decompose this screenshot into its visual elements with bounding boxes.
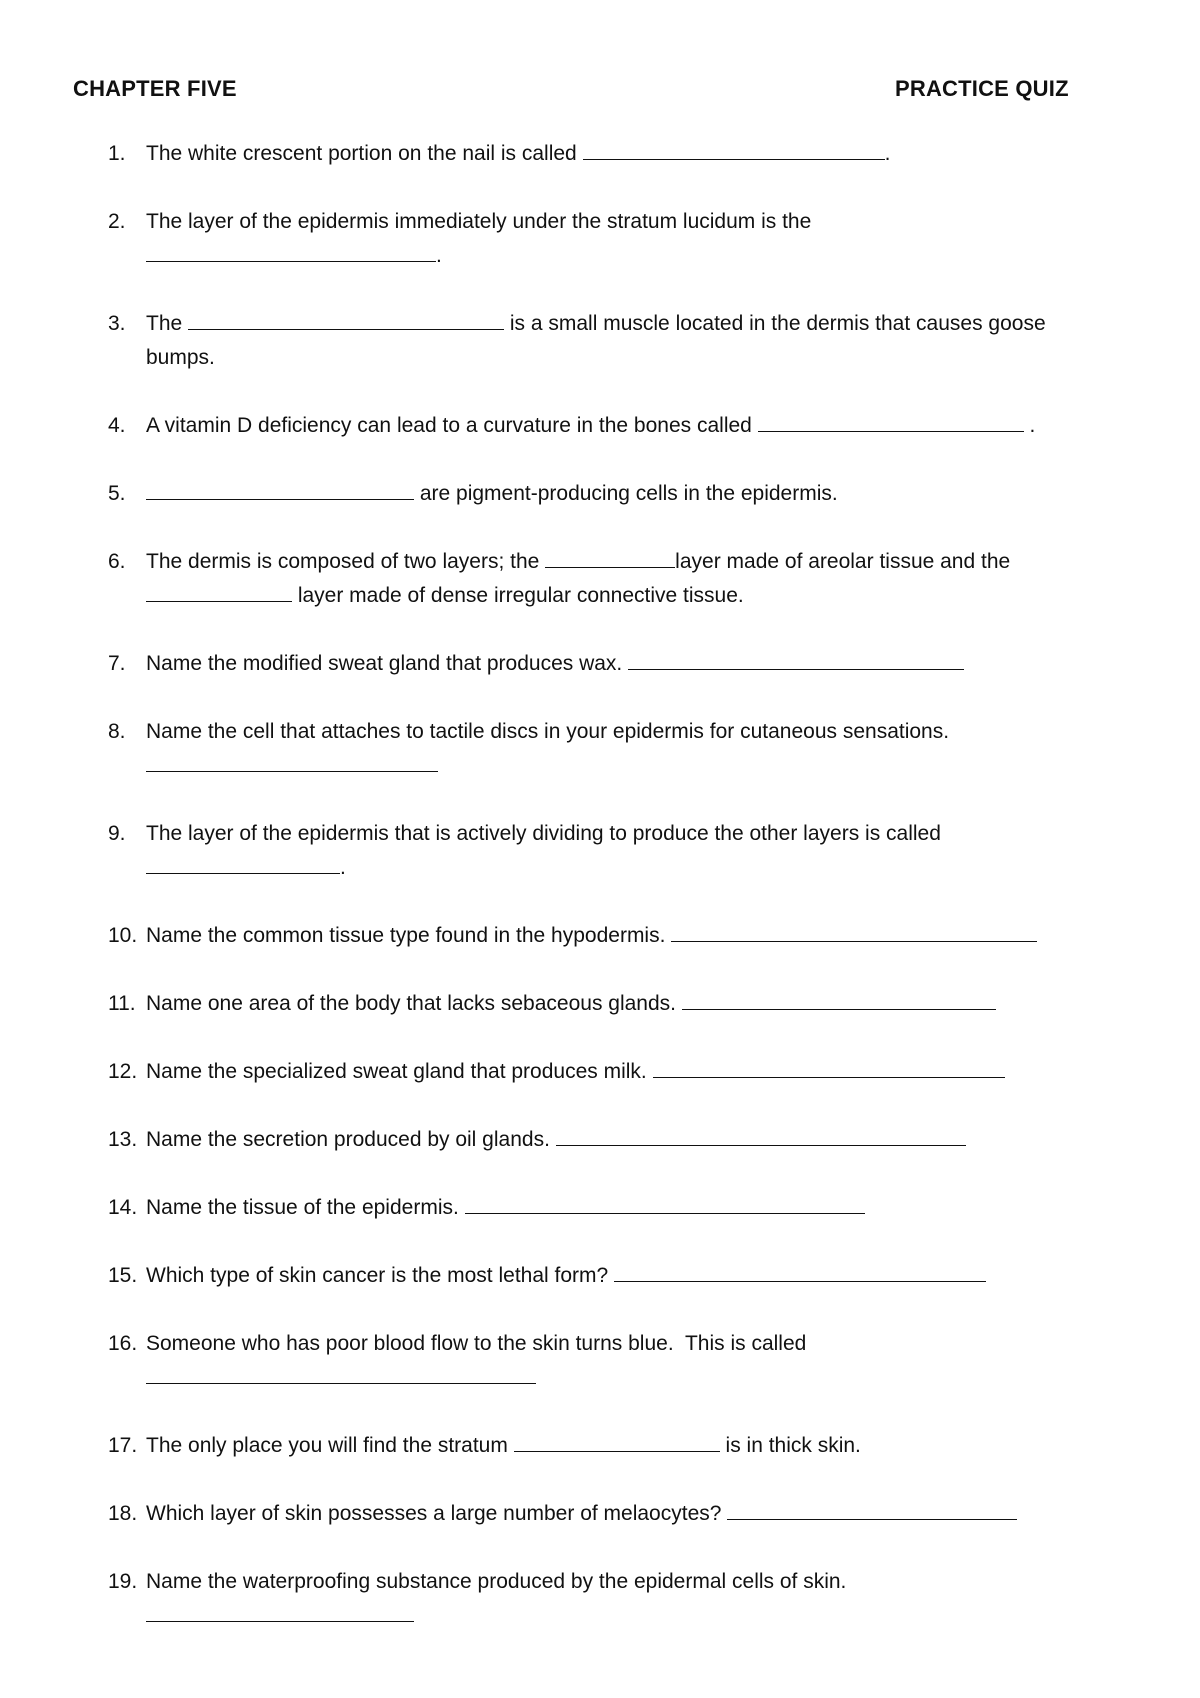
- question-text: Which type of skin cancer is the most lethal form?: [146, 1264, 615, 1287]
- question-number: 13.: [108, 1128, 138, 1151]
- question-text: A vitamin D deficiency can lead to a curvature in the bones called: [146, 414, 758, 437]
- question-number: 15.: [108, 1264, 138, 1287]
- answer-blank[interactable]: [146, 478, 414, 500]
- answer-blank[interactable]: [614, 1260, 986, 1282]
- question-number: 12.: [108, 1060, 138, 1083]
- answer-blank[interactable]: [465, 1192, 865, 1214]
- question-number: 7.: [108, 652, 126, 675]
- question-text: The layer of the epidermis that is actively dividing to produce the other layers is called: [146, 822, 941, 845]
- question-text-end: is in thick skin.: [719, 1434, 861, 1457]
- question-text: Name the specialized sweat gland that produces milk.: [146, 1060, 653, 1083]
- answer-blank[interactable]: [671, 920, 1037, 942]
- question-text: Name the cell that attaches to tactile discs in your epidermis for cutaneous sensations.: [146, 720, 950, 743]
- question-text-end: is a small muscle located in the dermis that causes goose: [504, 312, 1046, 335]
- question-text: Which layer of skin possesses a large number of melaocytes?: [146, 1502, 728, 1525]
- question-text: are pigment-producing cells in the epidermis.: [414, 482, 838, 505]
- question-number: 11.: [108, 992, 136, 1015]
- question-text-mid: layer made of areolar tissue and the: [675, 550, 1011, 573]
- answer-blank[interactable]: [514, 1430, 720, 1452]
- answer-blank[interactable]: [146, 240, 436, 262]
- question-number: 17.: [108, 1434, 138, 1457]
- question-text: Name the secretion produced by oil glands.: [146, 1128, 556, 1151]
- question-text-line2: bumps.: [146, 346, 215, 369]
- question-number: 14.: [108, 1196, 138, 1219]
- question-text: Name the common tissue type found in the hypodermis.: [146, 924, 672, 947]
- answer-blank[interactable]: [188, 308, 504, 330]
- question-number: 10.: [108, 924, 138, 947]
- question-number: 19.: [108, 1570, 138, 1593]
- answer-blank[interactable]: [146, 750, 438, 772]
- answer-blank[interactable]: [146, 1362, 536, 1384]
- answer-blank[interactable]: [758, 410, 1024, 432]
- question-number: 1.: [108, 142, 126, 165]
- question-number: 9.: [108, 822, 126, 845]
- question-number: 16.: [108, 1332, 138, 1355]
- chapter-heading: CHAPTER FIVE: [73, 76, 237, 101]
- question-text: The layer of the epidermis immediately under the stratum lucidum is the: [146, 210, 812, 233]
- quiz-title: PRACTICE QUIZ: [895, 76, 1069, 101]
- question-text: Name the tissue of the epidermis.: [146, 1196, 465, 1219]
- question-text: Name one area of the body that lacks sebaceous glands.: [146, 992, 682, 1015]
- question-number: 18.: [108, 1502, 138, 1525]
- question-text: The dermis is composed of two layers; the: [146, 550, 546, 573]
- answer-blank[interactable]: [146, 1600, 414, 1622]
- question-text: Name the waterproofing substance produced by the epidermal cells of skin.: [146, 1570, 847, 1593]
- question-number: 6.: [108, 550, 126, 573]
- question-number: 2.: [108, 210, 126, 233]
- question-number: 5.: [108, 482, 126, 505]
- question-number: 8.: [108, 720, 126, 743]
- question-text-end: .: [1023, 414, 1036, 437]
- question-text-end: .: [340, 856, 346, 879]
- question-number: 3.: [108, 312, 126, 335]
- answer-blank[interactable]: [146, 852, 340, 874]
- question-text-end: .: [884, 142, 891, 165]
- question-number: 4.: [108, 414, 126, 437]
- answer-blank[interactable]: [556, 1124, 966, 1146]
- answer-blank[interactable]: [682, 988, 996, 1010]
- question-text-end: .: [436, 244, 442, 267]
- answer-blank[interactable]: [583, 138, 885, 160]
- question-text: Name the modified sweat gland that produces wax.: [146, 652, 629, 675]
- question-text: Someone who has poor blood flow to the skin turns blue. This is called: [146, 1332, 807, 1355]
- answer-blank[interactable]: [653, 1056, 1005, 1078]
- question-text-end: layer made of dense irregular connective tissue.: [292, 584, 744, 607]
- answer-blank[interactable]: [628, 648, 964, 670]
- answer-blank[interactable]: [727, 1498, 1017, 1520]
- question-text: The only place you will find the stratum: [146, 1434, 514, 1457]
- answer-blank-2[interactable]: [146, 580, 292, 602]
- question-text: The white crescent portion on the nail is called: [146, 142, 583, 165]
- question-text: The: [146, 312, 189, 335]
- answer-blank-1[interactable]: [545, 546, 675, 568]
